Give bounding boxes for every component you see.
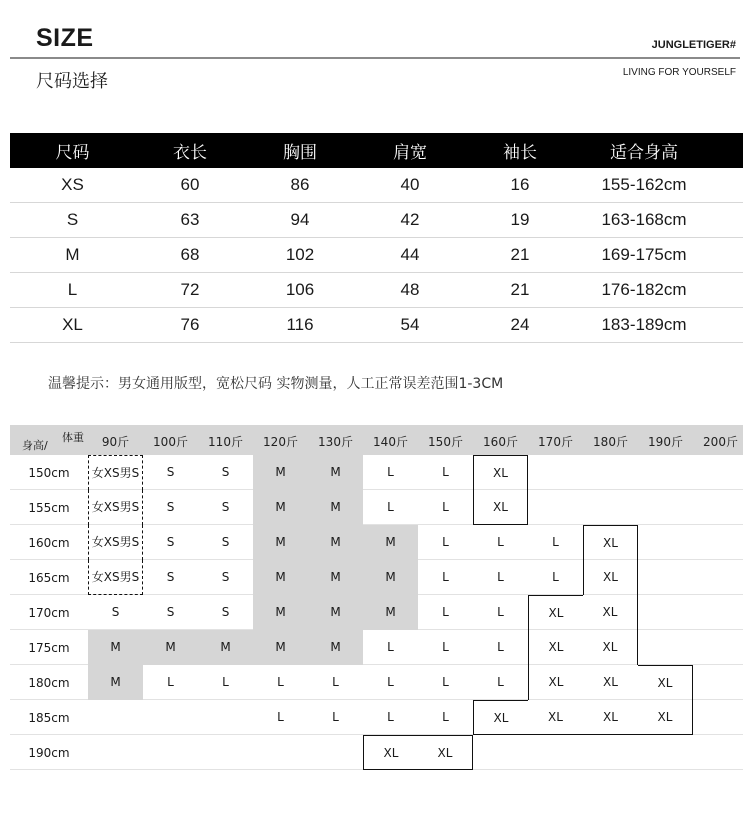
weight-column-label: 120斤 — [263, 435, 298, 449]
size-cell: L — [497, 570, 504, 584]
size-cell: M — [143, 630, 198, 665]
size-cell: XL — [473, 700, 528, 735]
size-cell: M — [253, 490, 308, 525]
size-cell: L — [442, 710, 449, 724]
size-cell: XL — [638, 665, 693, 700]
table-row — [10, 238, 743, 273]
table-cell: 48 — [400, 280, 420, 299]
empty-cell — [528, 455, 583, 490]
size-cell: L — [552, 570, 559, 584]
empty-cell — [308, 735, 363, 770]
size-cell: L — [497, 535, 504, 549]
weight-column-label: 200斤 — [703, 435, 738, 449]
size-cell: XL — [583, 630, 638, 665]
weight-column-label: 140斤 — [373, 435, 408, 449]
size-cell: S — [221, 570, 230, 584]
empty-cell — [143, 700, 198, 735]
weight-column-label: 150斤 — [428, 435, 463, 449]
size-cell: S — [166, 465, 175, 479]
table-cell: 94 — [290, 210, 310, 229]
size-cell: L — [277, 675, 284, 689]
table-row — [10, 168, 743, 203]
size-cell: 女XS男S — [88, 525, 143, 560]
column-header-length: 衣长 — [173, 143, 207, 163]
size-cell: M — [253, 560, 308, 595]
size-cell: L — [442, 640, 449, 654]
table-cell: 21 — [510, 245, 530, 264]
size-cell: L — [442, 535, 449, 549]
weight-header-bar — [10, 425, 743, 455]
size-cell: XL — [583, 700, 638, 735]
size-cell: M — [308, 560, 363, 595]
table-cell: 116 — [286, 315, 314, 334]
height-axis-label: 身高/ — [22, 439, 48, 452]
size-cell: 女XS男S — [88, 490, 143, 525]
empty-cell — [88, 735, 143, 770]
table-cell: 21 — [510, 280, 530, 299]
table-header — [10, 133, 743, 168]
table-cell: 176-182cm — [601, 280, 687, 299]
empty-cell — [693, 490, 748, 525]
empty-cell — [638, 525, 693, 560]
weight-column-label: 110斤 — [208, 435, 243, 449]
size-cell: L — [387, 465, 394, 479]
table-cell: 42 — [400, 210, 420, 229]
size-cell: L — [497, 605, 504, 619]
size-cell: XL — [528, 700, 583, 735]
size-cell: L — [387, 640, 394, 654]
brand-name: JUNGLETIGER# — [651, 39, 736, 51]
size-cell: XL — [528, 630, 583, 665]
table-cell: 63 — [180, 210, 200, 229]
table-cell: 72 — [180, 280, 200, 299]
size-cell: S — [166, 605, 175, 619]
weight-axis-label: 体重 — [62, 431, 84, 444]
size-cell: M — [253, 595, 308, 630]
empty-cell — [638, 735, 693, 770]
weight-column-label: 160斤 — [483, 435, 518, 449]
weight-column-label: 90斤 — [101, 435, 130, 449]
empty-cell — [253, 735, 308, 770]
size-cell: M — [363, 525, 418, 560]
column-header-size: 尺码 — [55, 143, 90, 163]
brand-slogan: LIVING FOR YOURSELF — [622, 67, 736, 78]
height-row-label: 170cm — [28, 606, 70, 620]
size-cell: L — [497, 640, 504, 654]
size-cell: S — [166, 570, 175, 584]
size-cell: M — [308, 630, 363, 665]
column-header-sleeve: 袖长 — [503, 143, 537, 163]
size-cell: M — [308, 490, 363, 525]
weight-column-label: 180斤 — [593, 435, 628, 449]
empty-cell — [693, 665, 748, 700]
size-cell: M — [88, 630, 143, 665]
empty-cell — [693, 700, 748, 735]
empty-cell — [693, 525, 748, 560]
table-row — [10, 273, 743, 308]
size-cell: S — [221, 465, 230, 479]
size-cell: M — [253, 455, 308, 490]
size-cell: L — [442, 570, 449, 584]
table-cell: 102 — [285, 245, 315, 264]
table-cell: 106 — [285, 280, 315, 299]
empty-cell — [528, 490, 583, 525]
size-cell: M — [308, 595, 363, 630]
table-cell: L — [67, 280, 78, 299]
weight-column-label: 100斤 — [153, 435, 188, 449]
height-row-label: 160cm — [28, 536, 70, 550]
table-cell: XL — [62, 315, 83, 334]
empty-cell — [693, 455, 748, 490]
table-cell: 19 — [510, 210, 530, 229]
height-row-label: 150cm — [28, 466, 70, 480]
size-cell: M — [308, 455, 363, 490]
empty-cell — [583, 455, 638, 490]
table-cell: M — [65, 245, 80, 264]
size-cell: XL — [363, 735, 418, 770]
weight-column-label: 130斤 — [318, 435, 353, 449]
table-cell: 76 — [180, 315, 200, 334]
size-cell: L — [442, 500, 449, 514]
empty-cell — [638, 560, 693, 595]
table-cell: 16 — [510, 175, 530, 194]
size-cell: XL — [583, 525, 638, 560]
height-row-label: 175cm — [28, 641, 70, 655]
height-row-label: 165cm — [28, 571, 70, 585]
size-cell: L — [167, 675, 174, 689]
table-row — [10, 203, 743, 238]
table-cell: 54 — [400, 315, 420, 334]
table-cell: 155-162cm — [601, 175, 687, 194]
size-cell: 女XS男S — [88, 455, 143, 490]
size-cell: L — [442, 465, 449, 479]
table-row — [10, 308, 743, 343]
size-cell: L — [552, 535, 559, 549]
size-cell: S — [111, 605, 120, 619]
table-cell: 163-168cm — [601, 210, 687, 229]
page-title: SIZE — [36, 24, 94, 52]
table-cell: S — [66, 210, 79, 229]
empty-cell — [638, 490, 693, 525]
table-cell: 183-189cm — [601, 315, 687, 334]
size-cell: XL — [583, 560, 638, 595]
empty-cell — [638, 595, 693, 630]
size-cell: XL — [528, 595, 583, 630]
empty-cell — [583, 490, 638, 525]
size-cell: S — [166, 535, 175, 549]
table-cell: 169-175cm — [601, 245, 687, 264]
size-cell: S — [221, 535, 230, 549]
size-cell: XL — [418, 735, 473, 770]
height-row-label: 155cm — [28, 501, 70, 515]
size-cell: S — [221, 605, 230, 619]
size-cell: L — [442, 675, 449, 689]
empty-cell — [638, 455, 693, 490]
size-cell: XL — [638, 700, 693, 735]
column-header-height: 适合身高 — [610, 143, 678, 163]
size-cell: S — [166, 500, 175, 514]
size-cell: M — [198, 630, 253, 665]
header-divider — [10, 57, 740, 59]
weight-column-label: 190斤 — [648, 435, 683, 449]
size-cell: 女XS男S — [88, 560, 143, 595]
size-cell: L — [332, 675, 339, 689]
size-cell: L — [387, 500, 394, 514]
table-cell: 68 — [180, 245, 200, 264]
table-cell: 86 — [290, 175, 310, 194]
height-row-label: 180cm — [28, 676, 70, 690]
size-cell: L — [387, 710, 394, 724]
height-row-label: 190cm — [28, 746, 70, 760]
height-row-label: 185cm — [28, 711, 70, 725]
empty-cell — [473, 735, 528, 770]
size-cell: M — [253, 630, 308, 665]
table-cell: 44 — [400, 245, 420, 264]
empty-cell — [638, 630, 693, 665]
empty-cell — [88, 700, 143, 735]
size-cell: L — [332, 710, 339, 724]
size-cell: XL — [528, 665, 583, 700]
size-cell: L — [222, 675, 229, 689]
empty-cell — [528, 735, 583, 770]
size-cell: S — [221, 500, 230, 514]
size-cell: M — [363, 595, 418, 630]
weight-column-label: 170斤 — [538, 435, 573, 449]
table-cell: 60 — [180, 175, 200, 194]
empty-cell — [693, 735, 748, 770]
page-subtitle: 尺码选择 — [36, 71, 108, 92]
column-header-chest: 胸围 — [283, 143, 317, 163]
size-cell: XL — [473, 455, 528, 490]
empty-cell — [198, 735, 253, 770]
size-cell: M — [88, 665, 143, 700]
column-header-shoulder: 肩宽 — [393, 143, 427, 163]
empty-cell — [693, 560, 748, 595]
size-cell: XL — [473, 490, 528, 525]
table-cell: 24 — [510, 315, 530, 334]
size-recommendation-chart — [10, 425, 743, 775]
size-cell: M — [253, 525, 308, 560]
sizing-tip: 温馨提示：男女通用版型，宽松尺码 实物测量，人工正常误差范围1-3CM — [48, 376, 504, 392]
size-cell: L — [277, 710, 284, 724]
size-cell: M — [308, 525, 363, 560]
size-cell: L — [387, 675, 394, 689]
empty-cell — [583, 735, 638, 770]
size-cell: M — [363, 560, 418, 595]
size-cell: L — [497, 675, 504, 689]
size-cell: XL — [603, 675, 618, 689]
table-cell: XS — [61, 175, 84, 194]
size-cell: XL — [583, 595, 638, 630]
size-cell: L — [442, 605, 449, 619]
empty-cell — [693, 595, 748, 630]
empty-cell — [198, 700, 253, 735]
empty-cell — [693, 630, 748, 665]
measurement-table — [10, 133, 743, 343]
empty-cell — [143, 735, 198, 770]
table-cell: 40 — [400, 175, 420, 194]
